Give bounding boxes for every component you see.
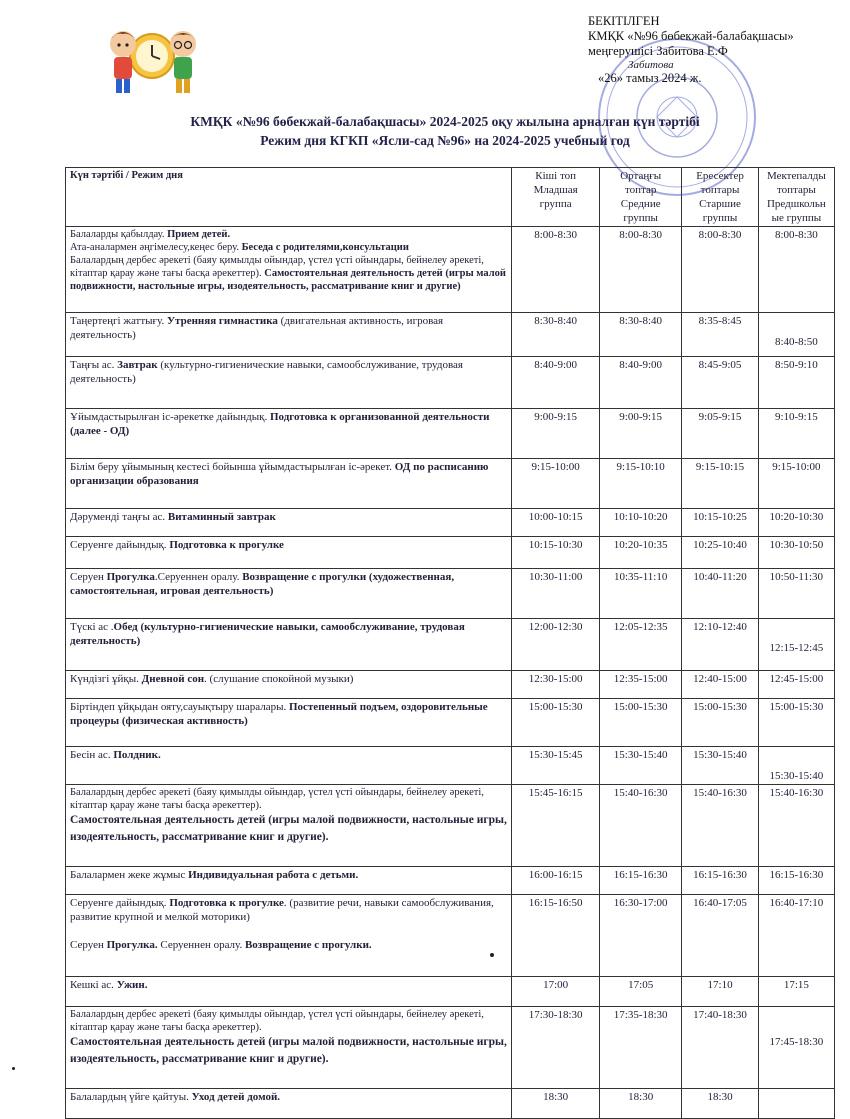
activity-text-ru: Витаминный завтрак [167, 511, 276, 523]
schedule-row [66, 671, 835, 699]
activity-text: Серуеннен оралу. [157, 939, 245, 951]
activity-text: Серуенге дайындық. [70, 539, 170, 551]
time-preschool: 15:40-16:30 [758, 785, 834, 867]
activity-description [66, 699, 512, 747]
time-middle: 17:35-18:30 [599, 1007, 681, 1089]
time-middle: 12:35-15:00 [599, 671, 681, 699]
title-ru: Режим дня КГКП «Ясли-сад №96» на 2024-2025 учебный год [260, 133, 630, 148]
activity-description [66, 867, 512, 895]
schedule-row [66, 227, 835, 313]
time-junior: 12:00-12:30 [512, 619, 600, 671]
activity-text: Таңғы ас. [70, 359, 118, 371]
header-senior-line: Старшие [699, 198, 741, 210]
time-junior: 17:30-18:30 [512, 1007, 600, 1089]
header-preschool-line: ые группы [771, 212, 822, 224]
time-senior: 16:40-17:05 [682, 895, 758, 977]
time-preschool: 10:30-10:50 [758, 537, 834, 569]
time-senior: 9:15-10:15 [682, 459, 758, 509]
time-preschool: 15:30-15:40 [758, 747, 834, 785]
time-preschool: 17:15 [758, 977, 834, 1007]
time-middle: 16:30-17:00 [599, 895, 681, 977]
activity-text-ru: Завтрак [117, 359, 158, 371]
approval-head: меңгерушісі Забитова Е.Ф [588, 44, 728, 58]
activity-text: Серуенге дайындық. [70, 897, 170, 909]
schedule-row [66, 537, 835, 569]
activity-text: Балалармен жеке жұмыс [70, 869, 189, 881]
schedule-row [66, 459, 835, 509]
schedule-row [66, 509, 835, 537]
time-senior: 17:40-18:30 [682, 1007, 758, 1089]
activity-text-ru: Полдник. [113, 749, 161, 761]
approval-date: «26» тамыз 2024 ж. [598, 71, 702, 85]
time-junior: 15:00-15:30 [512, 699, 600, 747]
time-middle: 9:15-10:10 [599, 459, 681, 509]
activity-text-ru: Самостоятельная деятельность детей (игры малой подвижности, настольные игры, изодеятельность, рассматривание книг и другие). [70, 814, 507, 843]
time-middle: 18:30 [599, 1089, 681, 1119]
time-preschool: 10:20-10:30 [758, 509, 834, 537]
time-junior: 15:45-16:15 [512, 785, 600, 867]
time-junior: 8:40-9:00 [512, 357, 600, 409]
header-preschool-line: топтары [776, 184, 816, 196]
time-preschool: 10:50-11:30 [758, 569, 834, 619]
schedule-row [66, 867, 835, 895]
time-preschool: 8:00-8:30 [758, 227, 834, 313]
activity-text-ru: Утренняя гимнастика [166, 315, 278, 327]
schedule-row [66, 1007, 835, 1089]
time-preschool: 16:15-16:30 [758, 867, 834, 895]
activity-text-ru: Дневной сон [141, 673, 205, 685]
schedule-row [66, 747, 835, 785]
activity-text: Балалардың үйге қайтуы. [70, 1091, 192, 1103]
title-kz: КМҚК «№96 бөбекжай-балабақшасы» 2024-2025 оқу жылына арналған күн тәртібі [190, 114, 700, 129]
schedule-row [66, 977, 835, 1007]
time-middle: 12:05-12:35 [599, 619, 681, 671]
time-preschool: 8:40-8:50 [758, 313, 834, 357]
schedule-table [65, 167, 835, 1119]
activity-text: Білім беру ұйымының кестесі бойынша ұйымдастырылған іс-әрекет. [70, 461, 395, 473]
activity-text: Балаларды қабылдау. [70, 229, 168, 240]
schedule-body [66, 227, 835, 1119]
activity-text: Балалардың дербес әрекеті (баяу қимылды ойындар, үстел үсті ойындары, бейнелеу әрекеті, кітаптар қарау және тағы басқа әрекеттер). [70, 787, 484, 811]
time-senior: 10:15-10:25 [682, 509, 758, 537]
activity-text: Ұйымдастырылған іс-әрекетке дайындық. [70, 411, 270, 423]
activity-description [66, 785, 512, 867]
time-junior: 17:00 [512, 977, 600, 1007]
time-junior: 10:15-10:30 [512, 537, 600, 569]
time-preschool: 12:15-12:45 [758, 619, 834, 671]
activity-description [66, 537, 512, 569]
time-senior: 15:40-16:30 [682, 785, 758, 867]
activity-text: (культурно-гигиенические навыки, самообслуживание, трудовая деятельность) [70, 359, 463, 385]
time-senior: 17:10 [682, 977, 758, 1007]
schedule-row [66, 313, 835, 357]
activity-description [66, 313, 512, 357]
activity-description [66, 409, 512, 459]
activity-text-ru: Индивидуальная работа с детьми. [188, 869, 359, 881]
header-regime: Күн тәртібі / Режим дня [66, 168, 512, 227]
activity-description [66, 895, 512, 977]
activity-text: Балалардың дербес әрекеті (баяу қимылды ойындар, үстел үсті ойындары, бейнелеу әрекеті, кітаптар қарау және тағы басқа әрекеттер). [70, 255, 484, 279]
time-middle: 10:10-10:20 [599, 509, 681, 537]
schedule-row [66, 1089, 835, 1119]
time-middle: 9:00-9:15 [599, 409, 681, 459]
time-middle: 10:35-11:10 [599, 569, 681, 619]
time-junior: 16:15-16:50 [512, 895, 600, 977]
activity-text: . (слушание спокойной музыки) [204, 673, 354, 685]
activity-text-ru: Уход детей домой. [191, 1091, 281, 1103]
activity-text-ru: Прогулка. [106, 939, 158, 951]
time-preschool: 15:00-15:30 [758, 699, 834, 747]
activity-text-ru: Прогулка [106, 571, 155, 583]
time-middle: 15:00-15:30 [599, 699, 681, 747]
time-senior: 10:40-11:20 [682, 569, 758, 619]
activity-text: Таңертеңгі жаттығу. [70, 315, 167, 327]
time-preschool: 17:45-18:30 [758, 1007, 834, 1089]
activity-text: Серуен [70, 571, 107, 583]
time-junior: 9:15-10:00 [512, 459, 600, 509]
header-preschool-line: Предшкольн [766, 198, 826, 210]
activity-text-ru: Подготовка к прогулке [169, 897, 284, 909]
activity-description [66, 1007, 512, 1089]
activity-text: Серуен [70, 939, 107, 951]
activity-text-ru: Подготовка к организованной деятельности (далее - ОД) [70, 411, 490, 437]
activity-text: Түскі ас . [70, 621, 114, 633]
time-senior: 12:40-15:00 [682, 671, 758, 699]
schedule-row [66, 699, 835, 747]
time-senior: 12:10-12:40 [682, 619, 758, 671]
schedule-row [66, 409, 835, 459]
activity-description [66, 227, 512, 313]
time-senior: 8:45-9:05 [682, 357, 758, 409]
time-junior: 9:00-9:15 [512, 409, 600, 459]
kindergarten-logo [95, 18, 210, 100]
header-junior-group [512, 168, 600, 227]
activity-text-ru: Подготовка к прогулке [169, 539, 284, 551]
header-senior-line: группы [702, 212, 738, 224]
time-junior: 15:30-15:45 [512, 747, 600, 785]
activity-text-ru: Постепенный подъем, оздоровительные процеуры (физическая активность) [70, 701, 488, 727]
header-junior-line: группа [539, 198, 572, 210]
activity-text: .Серуеннен оралу. [154, 571, 243, 583]
activity-description [66, 357, 512, 409]
activity-text-ru: Самостоятельная деятельность детей (игры малой подвижности, настольные игры, изодеятельность, рассматривание книг и другие) [70, 268, 506, 292]
activity-description [66, 459, 512, 509]
activity-description [66, 619, 512, 671]
activity-text-ru: Возвращение с прогулки (художественная, самостоятельная, игровая деятельность) [70, 571, 455, 597]
time-junior: 16:00-16:15 [512, 867, 600, 895]
scan-dot [12, 1067, 15, 1070]
activity-text: . (развитие речи, навыки самообслуживания, развитие крупной и мелкой моторики) [70, 897, 494, 923]
schedule-row [66, 569, 835, 619]
time-middle: 8:00-8:30 [599, 227, 681, 313]
header-middle-line: топтар [624, 184, 657, 196]
header-preschool-groups [758, 168, 834, 227]
time-middle: 15:40-16:30 [599, 785, 681, 867]
time-preschool: 8:50-9:10 [758, 357, 834, 409]
time-preschool [758, 1089, 834, 1119]
time-middle: 15:30-15:40 [599, 747, 681, 785]
scan-dot [490, 953, 494, 957]
time-senior: 15:00-15:30 [682, 699, 758, 747]
header-senior-line: Ересектер [696, 170, 744, 182]
activity-text-ru: Прием детей. [167, 229, 231, 240]
time-preschool: 12:45-15:00 [758, 671, 834, 699]
activity-description [66, 1089, 512, 1119]
time-preschool: 9:10-9:15 [758, 409, 834, 459]
header-junior-line: Кіші топ [535, 170, 576, 182]
approval-block [588, 14, 794, 86]
header-senior-groups [682, 168, 758, 227]
header-middle-line: Средние [620, 198, 661, 210]
time-senior: 8:35-8:45 [682, 313, 758, 357]
schedule-row [66, 785, 835, 867]
time-junior: 10:00-10:15 [512, 509, 600, 537]
activity-text: Бесін ас. [70, 749, 114, 761]
schedule-row [66, 357, 835, 409]
time-junior: 12:30-15:00 [512, 671, 600, 699]
time-senior: 10:25-10:40 [682, 537, 758, 569]
time-middle: 17:05 [599, 977, 681, 1007]
time-preschool: 16:40-17:10 [758, 895, 834, 977]
approval-organization: КМҚК «№96 бөбекжай-балабақшасы» [588, 29, 794, 43]
header-row [66, 168, 835, 227]
schedule-row [66, 895, 835, 977]
time-junior: 8:30-8:40 [512, 313, 600, 357]
activity-description [66, 569, 512, 619]
activity-description [66, 747, 512, 785]
time-senior: 8:00-8:30 [682, 227, 758, 313]
activity-text-ru: Самостоятельная деятельность детей (игры малой подвижности, настольные игры, изодеятельность, рассматривание книг и другие). [70, 1036, 507, 1065]
activity-text-ru: Обед (культурно-гигиенические навыки, самообслуживание, трудовая деятельность) [70, 621, 465, 647]
header-preschool-line: Мектепалды [766, 170, 826, 182]
header-middle-line: группы [623, 212, 658, 224]
activity-text: Біртіндеп ұйқыдан ояту,сауықтыру шаралары. [70, 701, 289, 713]
activity-description [66, 509, 512, 537]
time-senior: 9:05-9:15 [682, 409, 758, 459]
activity-text: Ата-аналармен әңгімелесу,кеңес беру. [70, 242, 242, 253]
time-middle: 10:20-10:35 [599, 537, 681, 569]
time-middle: 8:30-8:40 [599, 313, 681, 357]
activity-text-ru: Ужин. [116, 979, 148, 991]
activity-text: Кешкі ас. [70, 979, 117, 991]
activity-text: (двигательная активность, игровая деятельность) [70, 315, 444, 341]
time-senior: 16:15-16:30 [682, 867, 758, 895]
time-junior: 8:00-8:30 [512, 227, 600, 313]
activity-text-ru: Беседа с родителями,консультации [241, 242, 409, 253]
time-junior: 18:30 [512, 1089, 600, 1119]
activity-text-ru: ОД по расписанию организации образования [70, 461, 489, 487]
time-preschool: 9:15-10:00 [758, 459, 834, 509]
header-junior-line: Младшая [533, 184, 578, 196]
activity-text-ru: Возвращение с прогулки. [244, 939, 372, 951]
activity-text: Балалардың дербес әрекеті (баяу қимылды ойындар, үстел үсті ойындары, бейнелеу әрекеті, кітаптар қарау және тағы басқа әрекеттер). [70, 1009, 484, 1033]
signature: Забитова [628, 59, 674, 71]
activity-description [66, 977, 512, 1007]
header-middle-line: Ортаңғы [620, 170, 662, 182]
header-middle-groups [599, 168, 681, 227]
time-senior: 15:30-15:40 [682, 747, 758, 785]
time-junior: 10:30-11:00 [512, 569, 600, 619]
schedule-row [66, 619, 835, 671]
header-senior-line: топтары [700, 184, 740, 196]
time-middle: 8:40-9:00 [599, 357, 681, 409]
approval-heading: БЕКІТІЛГЕН [588, 14, 660, 28]
time-middle: 16:15-16:30 [599, 867, 681, 895]
activity-description [66, 671, 512, 699]
time-senior: 18:30 [682, 1089, 758, 1119]
activity-text: Дәрумендi таңғы ас. [70, 511, 168, 523]
activity-text: Күндізгі ұйқы. [70, 673, 142, 685]
